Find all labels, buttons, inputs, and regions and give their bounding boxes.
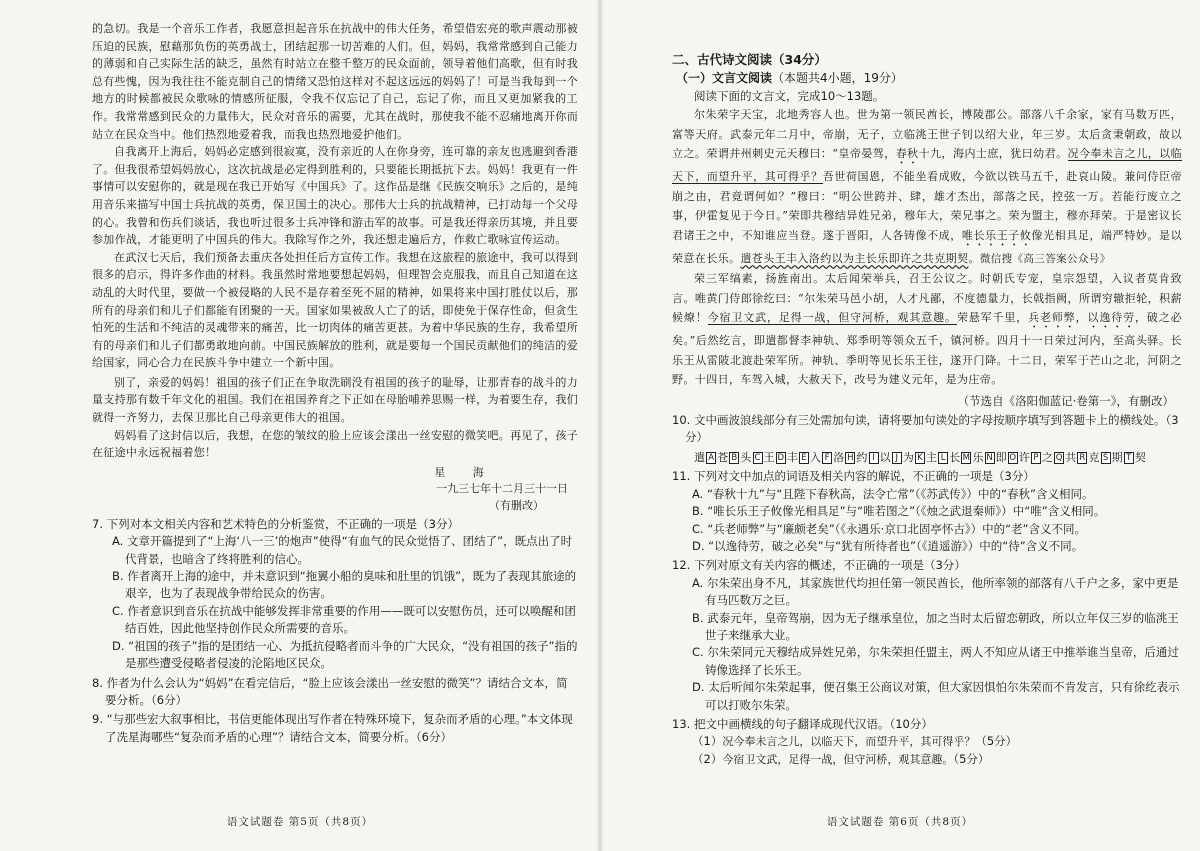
question-option: B. “唯长乐王子攸像光相具足”与“唯若图之”（《烛之武退秦师》）中“唯”含义相同。 [692, 504, 1106, 519]
item-label: （1） [692, 734, 723, 749]
question-option: D. 太后听闻尔朱荣起事，便召集王公商议对策，但大家因惧怕尔朱荣而不肯发言，只有徐纥表示可以打败尔朱荣。 [692, 680, 1180, 712]
translation-item [672, 733, 1182, 750]
segment-char: 许 [1018, 451, 1031, 465]
letter-paragraph: 在武汉七天后，我们预备去重庆各处担任后方宣传工作。我想在这旅程的旅途中，我可以得到很多的启示，得许多作曲的材料。我虽然时常地要想起妈妈，但理智会克服我，而且自己知道在这动乱的大时代里，要做一个被侵略的人民不是存着至死不屈的精神，如果将来中国打胜仗以后，那所有的母亲们和儿子们都能有团聚的一天。国家如果被敌人亡了的话，即使免于保存性命，但贪生怕死的生活和不纯洁的灵魂带来的痛苦，比一切肉体的痛苦更甚。为着中华民族的生存，我希望所有的母亲们和儿子们都勇敢地向前。中国民族解放的胜利，就是要每一个国民贡献他们的纯洁的爱给国家，同心合力在民族斗争中建立一个新中国。 [92, 250, 578, 370]
segment-letter-box: L [938, 452, 948, 464]
wavy-underlined-passage: 遣苍头王丰入洛约以为主长乐即许之共克期契 [740, 251, 969, 265]
segment-char: 以 [879, 451, 891, 465]
question-option: D. “祖国的孩子”指的是团结一心、为抵抗侵略者而斗争的广大民众，“没有祖国的孩子”指的是那些遭受侵略者侵凌的沦陷地区民众。 [112, 638, 578, 671]
question-option: A. “春秋十九”与“且陛下春秋高，法令亡常”（《苏武传》）中的“春秋”含义相同。 [692, 486, 1094, 501]
classical-paragraph: 尔朱荣字天宝，北地秀容人也。世为第一领民酋长，博陵郡公。部落八千余家，家有马数万匹，富等天府。武泰元年二月中，帝崩，无子，立临洮王世子钊以绍大业，年三岁。太后贪秉朝政，故以立之。荣谓并州刺史元天穆曰：“皇帝晏驾，春秋十九，海内士庶，犹曰幼君。况今奉未言之儿，以临天下，而望升平，其可得乎？吾世荷国恩，不能坐看成败，今欲以铁马五千，赴哀山陵。兼问侍臣帝崩之由，君竟谓何如？”穆曰：“明公世跨并、肆，雄才杰出，部落之民，控弦一万。若能行废立之事，伊霍复见于今日。”荣即共穆结异姓兄弟，穆年大，荣兄事之。荣为盟主，穆亦拜荣。于是密议长君诸王之中，不知谁应当登。遂于晋阳，人各铸像不成，唯长乐王子攸像光相具足，端严特妙。是以荣意在长乐。遣苍头王丰入洛约以为主长乐即许之共克期契。微信搜《高三答案公众号》 [672, 108, 1183, 265]
item-score: （5分） [975, 734, 1018, 749]
right-page [600, 0, 1200, 851]
segment-char: 即 [995, 451, 1007, 465]
segment-letter-box: H [847, 453, 854, 464]
segment-letter-box: P [1031, 452, 1041, 464]
segment-letter-box: O [1009, 453, 1017, 464]
letter-paragraph: 自我离开上海后，妈妈必定感到很寂寞，没有亲近的人在你身旁，连可靠的亲友也逃避到香港了。但我很希望妈妈放心，这次抗战是必定得到胜利的，只要能长期抵抗下去。妈妈！我更有一件事情可以安慰你的，就是现在我已开始写《中国兵》了。这作品是继《民族交响乐》之后的，是纯用音乐来描写中国士兵抗战的英勇，保卫国土的决心。那伟大士兵的抗战精神，已打动每一个父母的心。我曾和伤兵们谈话，我也听过很多士兵冲锋和游击军的故事。可是我还得亲历其境，并且要参加作战，才能更明了中国兵的伟大。我除写作之外，我还想走遍后方，作救亡歌咏宣传运动。 [92, 145, 578, 247]
question-option: A. 文章开篇提到了“上海‘八一三’的炮声”使得“有血气的民众觉悟了、团结了”，既点出了时代背景，也暗含了终将胜利的信心。 [112, 534, 573, 566]
question-stem: 7. 下列对本文相关内容和艺术特色的分析鉴赏，不正确的一项是（3分） [92, 516, 459, 531]
subsection-title [672, 69, 1182, 87]
segment-char: 期 [1111, 451, 1123, 465]
letter-paragraph: 的急切。我是一个音乐工作者，我愿意担起音乐在抗战中的伟大任务，希望借宏亮的歌声震动那被压迫的民族，慰藉那负伤的英勇战士，团结起那一切苦难的人们。但，妈妈，我常常感到自己能力的薄弱和自己实际生活的缺乏，虽然有时站立在整千整万的民众面前，领导着他们高歌，但有时我总有些愧，因为我往往不能克制自己的情绪又恐怕这样对不起这远远的妈妈了！可是当我每到一个地方的时候都被民众歌咏的情感所征服，令我不仅忘记了自己，忘记了你，而且又更加紧我的工作。我常常感到民众的力量伟大，民众对音乐的需要，尤其在战时，那使我不能不忍痛地离开你而站立在民众当中。他们热烈地爱着我，而我也热烈地爱护他们。 [92, 22, 578, 141]
segment-letter-box: B [731, 453, 738, 464]
watermark-text: 微信搜《高三答案公众号》 [979, 252, 1111, 265]
question-9: 9. “与那些宏大叙事相比，书信更能体现出写作者在特殊环境下，复杂而矛盾的心理。”本文体现了冼星海哪些“复杂而矛盾的心理”？请结合文本，简要分析。（6分） [92, 712, 573, 744]
question-option: A. 尔朱荣出身不凡，其家族世代均担任第一领民酋长，他所率领的部落有八千户之多，家中更是有马匹数万之巨。 [692, 575, 1179, 608]
question-option: B. 武泰元年，皇帝驾崩，因为无子继承皇位，加之当时太后留恋朝政，所以立年仅三岁的临洮王世子来继承大业。 [692, 610, 1179, 642]
classical-paragraph: 荣三军缟素，扬旌南出。太后闻荣举兵，召王公议之。时朝氏专宠，皇宗怨望，入议者莫肯致言。唯黄门侍郎徐纥曰：“尔朱荣马邑小胡，人才凡鄙，不度德量力，长戟指阙，所谓穷辙拒轮，积薪候燎！今宿卫文武，足得一战，但守河桥，观其意趣。荣悬军千里，兵老师弊，以逸待劳，破之必矣。”后然纥言，即遣都督李神轨、郑季明等领众五千，镇河桥。四月十一日荣过河内，至高头驿。长乐王从雷陂北渡赴荣军所。神轨、季明等见长乐王往，遂开门降。十二日，荣军于芒山之北，河阴之野。十四日，车驾入城，大赦天下，改号为建义元年，是为庄帝。 [672, 272, 1182, 386]
segment-char: 共 [1065, 451, 1077, 465]
segment-letter-box: T [1124, 452, 1134, 464]
letter-edit-note: （有删改） [489, 498, 544, 512]
segment-letter-box: J [892, 452, 902, 464]
dotted-term: 春秋 [895, 147, 919, 160]
question-option: C. 作者意识到音乐在抗战中能够发挥非常重要的作用——既可以安慰伤员，还可以唤醒和团结百姓，因此他坚持创作民众所需要的音乐。 [112, 603, 576, 636]
segment-char: 长 [949, 451, 961, 465]
segment-char: 苍 [717, 451, 729, 465]
letter-paragraph: 别了，亲爱的妈妈！祖国的孩子们正在争取洗刷没有祖国的孩子的耻辱，让那青春的战斗的力量支持那有数千年文化的祖国。我们在祖国养育之下正如在母胎哺养思赐一样，为着要生存，我们就得一齐努力，去保卫那比自己母亲更伟大的祖国。 [92, 375, 578, 425]
source-citation: （节选自《洛阳伽蓝记·卷第一》，有删改） [957, 393, 1174, 408]
segment-letter-box: D [777, 453, 785, 464]
segment-char: 入 [810, 451, 822, 465]
page-footer: 语文试题卷 第6页（共8页） [826, 816, 974, 828]
dotted-term: 唯长乐王子攸 [961, 228, 1032, 242]
question-13 [672, 716, 1182, 768]
question-10 [672, 412, 1182, 467]
question-12 [672, 557, 1182, 714]
segment-char: 洛 [833, 451, 845, 465]
item-sentence: 今宿卫文武，足得一战，但守河桥，观其意趣。 [722, 752, 954, 766]
segment-letter-box: Q [1055, 453, 1063, 464]
segment-letter-box: S [1101, 452, 1111, 464]
letter-signature: 星 海 [434, 465, 496, 479]
item-label: （2） [692, 751, 723, 766]
segment-letter-box: N [986, 453, 993, 464]
segment-letter-box: M [962, 453, 971, 464]
question-option: D. “以逸待劳，破之必矣”与“犹有所待者也”（《逍遥游》）中的“待”含义不同。 [692, 538, 1084, 553]
underlined-sentence: 今宿卫文武，足得一战，但守河桥，观其意趣。 [707, 311, 957, 324]
segment-char: 主 [926, 451, 938, 465]
subsection-note: （本题共4小题，19分） [772, 71, 903, 85]
segment-char: 头 [740, 451, 752, 465]
question-option: B. 作者离开上海的途中，并未意识到“拖翼小船的臭味和肚里的饥饿”，既为了表现其旅途的艰辛，也为了表现战争带给民众的伤害。 [112, 569, 577, 601]
segment-letter-box: K [915, 452, 925, 464]
segment-letter-box: F [822, 452, 832, 464]
page-footer: 语文试题卷 第5页（共8页） [226, 816, 374, 828]
question-option: C. 尔朱荣同元天穆结成异姓兄弟，尔朱荣担任盟主，两人不知应从诸王中推举谁当皇帝，后通过铸像选择了长乐王。 [692, 645, 1179, 677]
segment-letter-box: R [1079, 453, 1086, 464]
section-title: 二、古代诗文阅读（34分） [672, 52, 827, 67]
underlined-sentence: 况今奉未言之儿，以临天下，而望升平，其可得乎？ [672, 147, 1183, 183]
segmentation-sequence [672, 449, 1182, 466]
item-score: （5分） [953, 751, 990, 766]
segment-char: 克 [1088, 451, 1100, 465]
segment-char: 王 [763, 451, 775, 465]
question-stem: 11. 下列对文中加点的词语及相关内容的解说，不正确的一项是（3分） [672, 469, 1035, 484]
dotted-term: 兵老师弊 [1028, 311, 1076, 324]
letter-date: 一九三七年十二月三十一日 [436, 481, 568, 495]
dotted-term: 以逸待劳 [1087, 311, 1135, 324]
segment-letter-box: C [754, 453, 761, 464]
question-stem: 12. 下列对原文有关内容的概述，不正确的一项是（3分） [672, 558, 966, 573]
question-stem: 10. 文中画波浪线部分有三处需加句读，请将要加句读处的字母按顺序填写到答题卡上的横线处。（3分） [672, 412, 1179, 444]
item-sentence: 况今奉未言之儿，以临天下，而望升平，其可得乎？ [722, 735, 976, 749]
question-option: C. “兵老师弊”与“廉颇老矣”（《永遇乐·京口北固亭怀古》）中的“老”含义不同。 [692, 521, 1086, 536]
segment-char: 约 [856, 451, 868, 465]
question-11 [672, 468, 1182, 555]
subsection-label: （一）文言文阅读 [676, 71, 773, 85]
question-8: 8. 作者为什么会认为“妈妈”在看完信后，“脸上应该会漾出一丝安慰的微笑”？请结合文本，简要分析。（6分） [92, 675, 568, 707]
reading-instruction: 阅读下面的文言文，完成10～13题。 [694, 89, 885, 103]
segment-char: 遣 [694, 451, 706, 465]
segment-letter-box: E [799, 452, 809, 464]
segment-char: 丰 [786, 451, 799, 465]
translation-item [672, 751, 1182, 768]
segment-char: 之 [1042, 451, 1054, 465]
question-stem: 13. 把文中画横线的句子翻译成现代汉语。（10分） [672, 717, 933, 731]
segment-char: 为 [902, 451, 915, 465]
letter-paragraph: 妈妈看了这封信以后，我想，在您的皱纹的脸上应该会漾出一丝安慰的微笑吧。再见了，孩子在征途中永远祝福着您！ [92, 428, 578, 460]
segment-char: 契 [1134, 451, 1147, 465]
segment-letter-box: A [708, 453, 715, 464]
segment-char: 乐 [972, 451, 984, 465]
segment-letter-box: I [869, 452, 879, 464]
question-7 [92, 516, 578, 673]
